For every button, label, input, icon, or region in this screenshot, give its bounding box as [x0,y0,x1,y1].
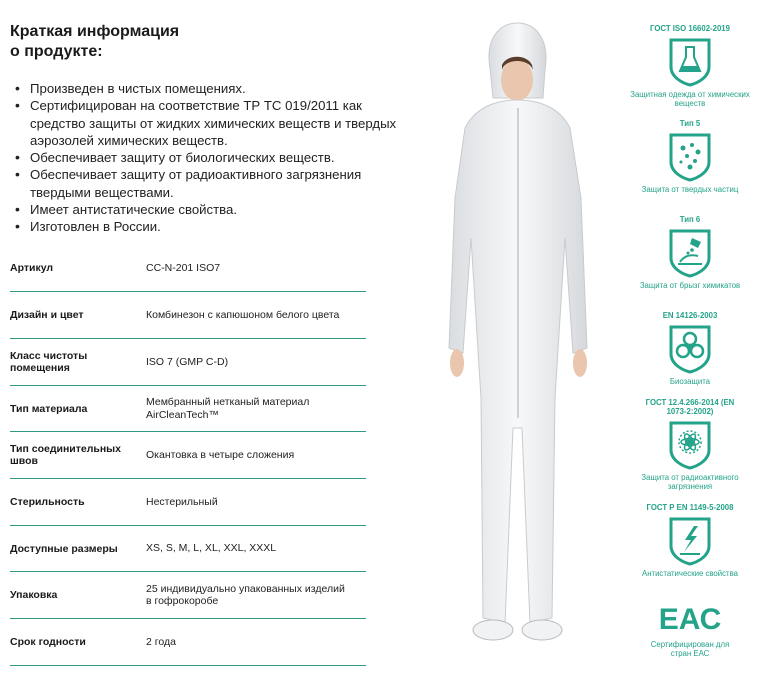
spec-row [10,619,366,666]
feature-item: • Обеспечивает защиту от биологических веществ. [12,149,402,166]
title-line-1: Краткая информация [10,23,180,40]
spec-row [10,479,366,526]
spec-value: XS, S, M, L, XL, XXL, XXXL [146,542,277,555]
spec-row [10,245,366,292]
spec-key: Срок годности [10,636,86,648]
cert-caption: Антистатические свойства [642,569,738,578]
cert-caption: Сертифицирован для стран ЕАС [650,640,730,658]
cert-title: ГОСТ Р EN 1149-5-2008 [646,503,734,512]
spec-key: Упаковка [10,589,58,601]
spec-value: 25 индивидуально упакованных изделий в гофрокоробе [146,582,345,607]
cert-caption: Биозащита [669,377,711,386]
spec-key: Артикул [10,262,54,274]
spec-value: Мембранный нетканый материал AirCleanTech™ [146,396,310,421]
spec-row [10,386,366,432]
svg-text:ЕАС: ЕАС [658,603,722,636]
flask-icon [668,37,712,87]
spec-row [10,292,366,339]
cert-type5 [620,119,760,194]
spec-value: CC-N-201 ISO7 [146,261,221,274]
spec-value: Окантовка в четыре сложения [146,448,295,461]
feature-item: • Произведен в чистых помещениях. [12,80,402,97]
feature-item: • Обеспечивает защиту от радиоактивного загрязнения твердыми веществами. [12,166,402,201]
spec-key: Тип материала [10,402,88,415]
spec-key: Стерильность [10,496,85,508]
cert-title: EN 14126-2003 [662,311,718,320]
particles-icon [668,132,712,182]
cert-title: ГОСТ ISO 16602-2019 [650,24,730,33]
cert-title: ГОСТ 12.4.266-2014 (EN 1073-2:2002) [645,398,735,416]
spec-key: Дизайн и цвет [10,309,84,321]
cert-caption: Защита от твердых частиц [641,185,739,194]
cert-caption: Защита от радиоактивного загрязнения [641,473,739,491]
spec-row [10,432,366,479]
title-line-2: о продукте: [10,43,103,60]
spec-row [10,339,366,386]
splash-icon [668,228,712,278]
spec-row [10,526,366,572]
cert-gost-1149-5 [620,503,760,578]
spec-key: Класс чистоты помещения [10,350,88,374]
cert-title: Тип 6 [679,215,701,224]
biohazard-icon [668,324,712,374]
cert-iso-16602 [620,24,760,108]
cert-eac [620,593,760,658]
cert-gost-12-4-266 [620,398,760,491]
coverall-photo [405,18,625,668]
product-info-title [10,22,210,62]
spec-value: Нестерильный [146,495,218,508]
antistatic-icon [668,516,712,566]
feature-item: • Изготовлен в России. [12,218,402,235]
feature-item: • Сертифицирован на соответствие ТР ТС 019/2011 как средство защиты от жидких химических веществ и твердых аэрозолей химических веществ. [12,97,402,149]
spec-value: ISO 7 (GMP C-D) [146,355,229,368]
radiation-icon [668,420,712,470]
feature-item: • Имеет антистатические свойства. [12,201,402,218]
eac-logo [658,597,722,637]
feature-list [12,80,402,236]
spec-key: Тип соединительных швов [10,443,121,467]
spec-table [10,245,366,666]
spec-row [10,572,366,619]
cert-en14126 [620,311,760,386]
cert-caption: Защита от брызг химикатов [639,281,741,290]
cert-title: Тип 5 [679,119,701,128]
spec-value: 2 года [146,635,176,648]
cert-caption: Защитная одежда от химических веществ [630,90,750,108]
spec-value: Комбинезон с капюшоном белого цвета [146,308,340,321]
spec-key: Доступные размеры [10,542,118,555]
cert-type6 [620,215,760,290]
